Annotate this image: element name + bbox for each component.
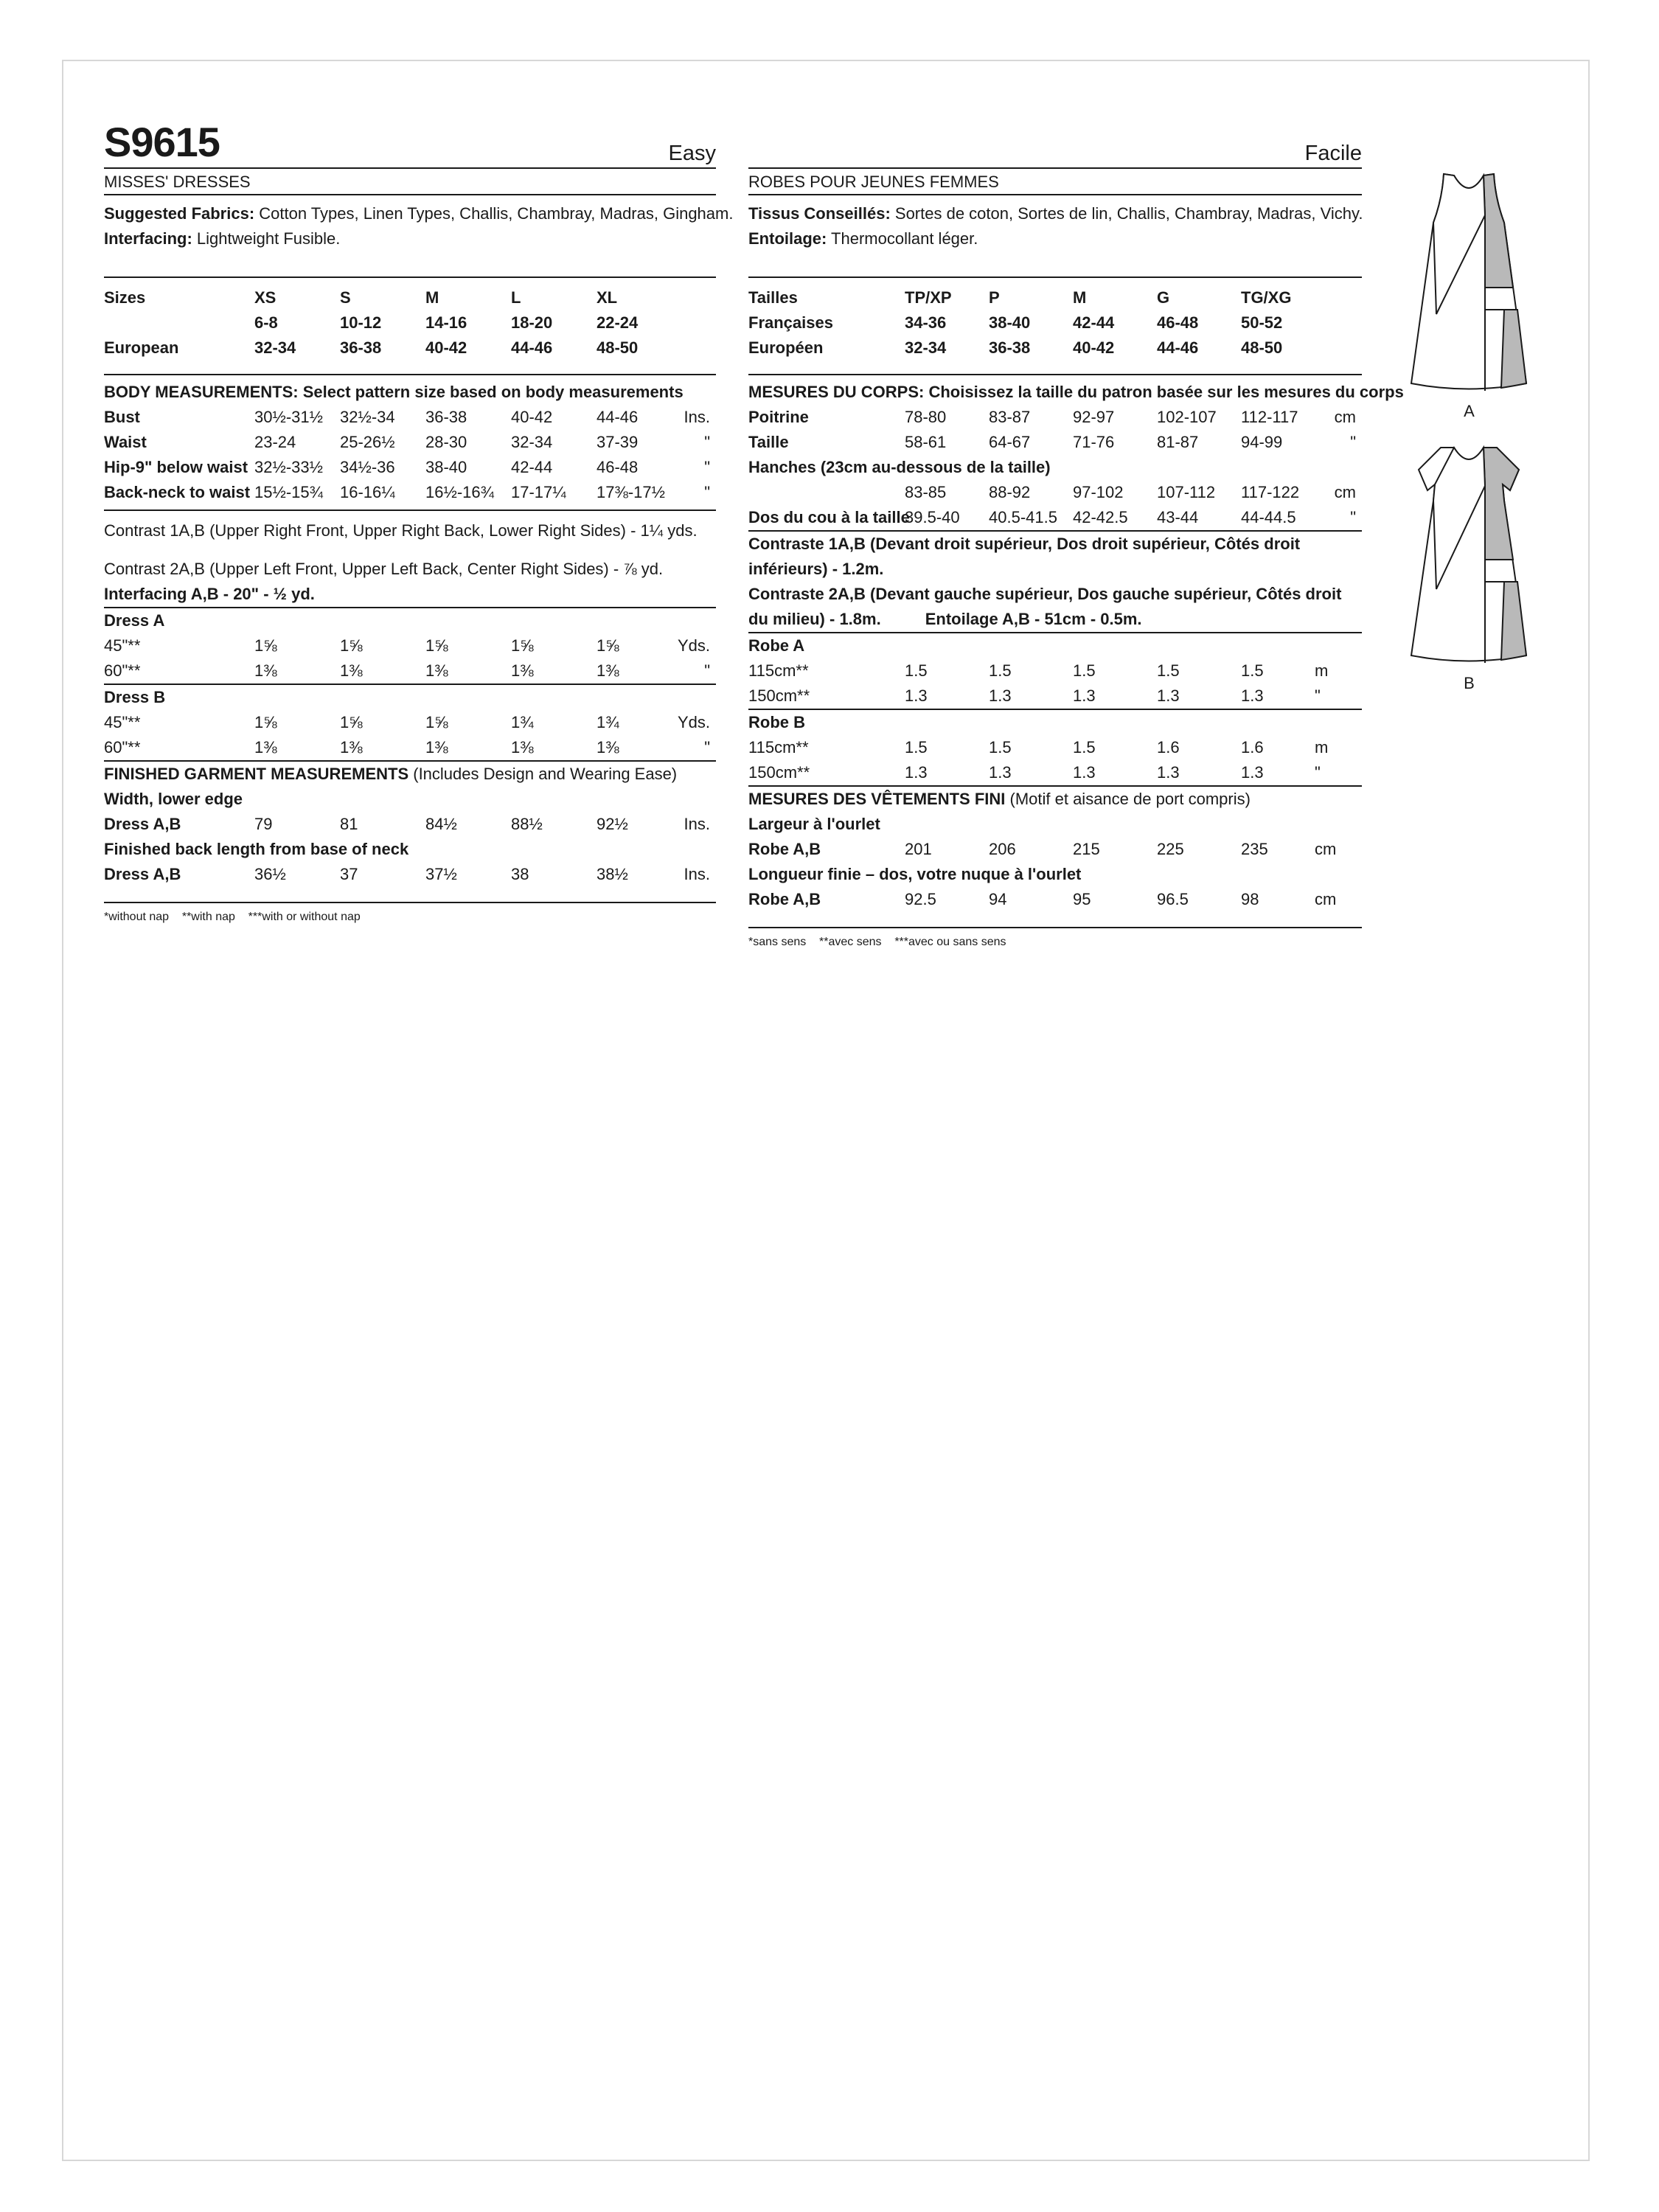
table-cell: 46-48 (1157, 313, 1199, 332)
table-row (748, 310, 1362, 335)
length-table-fr (748, 887, 1362, 912)
table-cell: 1.5 (1073, 661, 1096, 680)
table-cell: 16-16¼ (340, 483, 395, 501)
table-cell: 1.3 (905, 686, 928, 705)
table-cell: 1.3 (1073, 686, 1096, 705)
row-label: 115cm** (748, 738, 809, 757)
table-cell: 235 (1241, 840, 1268, 858)
table-cell: cm (1334, 483, 1356, 501)
pattern-title-fr: ROBES POUR JEUNES FEMMES (748, 170, 1362, 195)
row-label: 45"** (104, 636, 141, 655)
robe-a-title: Robe A (748, 636, 805, 655)
suggested-fabrics-fr (748, 201, 1362, 226)
table-cell: 64-67 (989, 433, 1031, 451)
table-cell: 107-112 (1157, 483, 1216, 501)
row-label: Françaises (748, 313, 833, 332)
row-label: Sizes (104, 288, 146, 307)
table-cell: Ins. (684, 408, 710, 426)
table-cell: 42-44 (1073, 313, 1115, 332)
table-cell: 1⅝ (425, 636, 448, 655)
table-cell: cm (1315, 840, 1337, 858)
row-label: 150cm** (748, 686, 810, 705)
table-cell: 1⅜ (597, 661, 619, 680)
row-label (104, 310, 254, 335)
body-measurements-label: BODY MEASUREMENTS: (104, 383, 299, 401)
table-cell: 88-92 (989, 483, 1031, 501)
nap-notes: *without nap **with nap ***with or without nap (104, 911, 361, 923)
table-cell: 225 (1157, 840, 1184, 858)
hips-label-fr: Hanches (23cm au-dessous de la taille) (748, 458, 1051, 476)
table-cell: 36½ (254, 865, 286, 883)
table-cell: 1¾ (597, 713, 619, 731)
table-cell: M (425, 288, 439, 307)
table-cell: 43-44 (1157, 508, 1199, 526)
table-cell: 83-87 (989, 408, 1031, 426)
robe-b-title: Robe B (748, 713, 805, 731)
table-cell: 37 (340, 865, 358, 883)
table-row (104, 285, 716, 310)
table-cell: 17-17¼ (511, 483, 566, 501)
contrast-2-fr (748, 582, 1362, 632)
table-cell: 1⅜ (340, 661, 363, 680)
table-cell: 94-99 (1241, 433, 1283, 451)
table-cell: 10-12 (340, 313, 382, 332)
body-measurements-table-fr (748, 405, 1362, 455)
table-cell: 37½ (425, 865, 457, 883)
body-measurements-label-fr: MESURES DU CORPS: (748, 383, 925, 401)
table-cell: 25-26½ (340, 433, 395, 451)
table-cell: 1.6 (1241, 738, 1264, 757)
table-cell: " (704, 738, 710, 757)
table-cell: 88½ (511, 815, 543, 833)
table-cell: 42-44 (511, 458, 553, 476)
table-cell: 1.3 (905, 763, 928, 782)
table-cell: m (1315, 738, 1329, 757)
contrast-1-fr (748, 532, 1362, 582)
finished-measurements-label: FINISHED GARMENT MEASUREMENTS (104, 765, 409, 783)
table-cell: 44-46 (511, 338, 553, 357)
table-cell: 1.5 (1073, 738, 1096, 757)
body-measurements-note-fr: Choisissez la taille du patron basée sur les mesures du corps (924, 383, 1404, 401)
pattern-title: MISSES' DRESSES (104, 170, 716, 195)
table-row (748, 405, 1362, 430)
table-cell: TP/XP (905, 288, 952, 307)
table-cell: 44-46 (597, 408, 639, 426)
table-cell: 1.5 (905, 661, 928, 680)
body-measurements-table (104, 405, 716, 505)
table-cell: 46-48 (597, 458, 639, 476)
contrast-1: Contrast 1A,B (Upper Right Front, Upper Right Back, Lower Right Sides) - 1¼ yds. (104, 521, 698, 540)
table-cell: 44-46 (1157, 338, 1199, 357)
row-label: Dress A,B (104, 865, 181, 883)
fabrics-label-fr: Tissus Conseillés: (748, 204, 891, 223)
row-label: 60"** (104, 738, 141, 757)
table-cell: 40-42 (511, 408, 553, 426)
table-cell: 71-76 (1073, 433, 1115, 451)
table-row (104, 735, 716, 760)
table-cell: 1⅜ (597, 738, 619, 757)
fabrics-value: Cotton Types, Linen Types, Challis, Chambray, Madras, Gingham. (254, 204, 734, 223)
fabrics-value-fr: Sortes de coton, Sortes de lin, Challis, Chambray, Madras, Vichy. (890, 204, 1363, 223)
table-cell: 58-61 (905, 433, 947, 451)
width-lower-edge-label: Width, lower edge (104, 790, 243, 808)
interfacing-value-fr: Thermocollant léger. (827, 229, 978, 248)
sizes-table (104, 285, 716, 361)
row-label: Robe A,B (748, 890, 821, 908)
table-cell: 28-30 (425, 433, 467, 451)
table-row (748, 480, 1362, 505)
contrast-1-fr-text: Contraste 1A,B (Devant droit supérieur, Dos droit supérieur, Côtés droit inférieurs) - 1.2m. (748, 535, 1301, 578)
nap-notes-fr: *sans sens **avec sens ***avec ou sans sens (748, 936, 1006, 948)
view-drawings (1408, 170, 1530, 693)
table-cell: 23-24 (254, 433, 296, 451)
table-cell: 1⅜ (254, 661, 277, 680)
suggested-fabrics (104, 201, 734, 226)
header-fr (748, 122, 1362, 169)
table-cell: S (340, 288, 351, 307)
table-cell: L (511, 288, 521, 307)
hips-table-fr (748, 480, 1362, 530)
table-cell: 40-42 (425, 338, 467, 357)
robe-a-yardage-table (748, 658, 1362, 709)
table-cell: 1¾ (511, 713, 534, 731)
view-a-label: A (1464, 402, 1475, 420)
table-cell: 98 (1241, 890, 1259, 908)
table-cell: 15½-15¾ (254, 483, 323, 501)
dress-a-drawing (1408, 170, 1530, 398)
table-row (748, 505, 1362, 530)
table-row (104, 812, 716, 837)
row-label (748, 480, 905, 505)
table-cell: 215 (1073, 840, 1100, 858)
dress-b-title: Dress B (104, 688, 166, 706)
table-cell: m (1315, 661, 1329, 680)
table-cell: 83-85 (905, 483, 947, 501)
table-cell: 96.5 (1157, 890, 1189, 908)
dress-b-yardage-table (104, 710, 716, 760)
row-label: Européen (748, 338, 824, 357)
table-cell: 36-38 (989, 338, 1031, 357)
back-length-table (104, 862, 716, 887)
table-cell: 1.3 (989, 763, 1012, 782)
row-label: 45"** (104, 713, 141, 731)
table-cell: Ins. (684, 865, 710, 883)
table-cell: 38-40 (425, 458, 467, 476)
table-cell: 206 (989, 840, 1016, 858)
table-cell: 38 (511, 865, 529, 883)
table-cell: 36-38 (425, 408, 467, 426)
finished-measurements-title-fr (748, 787, 1362, 812)
table-cell: 6-8 (254, 313, 278, 332)
table-cell: 1.5 (1157, 661, 1180, 680)
table-cell: 84½ (425, 815, 457, 833)
table-row (748, 760, 1362, 785)
fabrics-label: Suggested Fabrics: (104, 204, 255, 223)
english-column (104, 119, 734, 927)
table-cell: 48-50 (1241, 338, 1283, 357)
table-cell: 36-38 (340, 338, 382, 357)
body-measurements-title (104, 380, 716, 405)
difficulty-level: Easy (668, 142, 716, 165)
table-cell: TG/XG (1241, 288, 1292, 307)
interfacing-label: Interfacing: (104, 229, 192, 248)
interfacing (104, 226, 716, 251)
table-row (104, 405, 716, 430)
interfacing-label-fr: Entoilage: (748, 229, 827, 248)
table-cell: 1.3 (1241, 686, 1264, 705)
row-label: Poitrine (748, 408, 809, 426)
table-cell: 1.6 (1157, 738, 1180, 757)
table-cell: 39.5-40 (905, 508, 960, 526)
table-cell: 92½ (597, 815, 628, 833)
table-cell: 50-52 (1241, 313, 1283, 332)
table-cell: 32½-33½ (254, 458, 323, 476)
table-cell: Yds. (677, 636, 710, 655)
row-label: Bust (104, 408, 140, 426)
table-cell: 112-117 (1241, 408, 1298, 426)
table-cell: 1.5 (989, 661, 1012, 680)
table-cell: 1⅝ (511, 636, 534, 655)
table-cell: 81-87 (1157, 433, 1199, 451)
table-cell: " (1315, 763, 1321, 782)
table-cell: 201 (905, 840, 932, 858)
table-row (104, 430, 716, 455)
width-table-fr (748, 837, 1362, 862)
table-cell: 1.5 (989, 738, 1012, 757)
table-cell: XS (254, 288, 276, 307)
table-cell: 97-102 (1073, 483, 1124, 501)
table-cell: 1⅝ (340, 713, 363, 731)
table-cell: G (1157, 288, 1170, 307)
table-cell: cm (1315, 890, 1337, 908)
table-cell: 81 (340, 815, 358, 833)
table-row (748, 658, 1362, 684)
table-cell: 92.5 (905, 890, 936, 908)
length-label-fr: Longueur finie – dos, votre nuque à l'ourlet (748, 865, 1082, 883)
table-cell: 1⅜ (511, 661, 534, 680)
table-cell: Yds. (677, 713, 710, 731)
finished-measurements-label-fr: MESURES DES VÊTEMENTS FINI (748, 790, 1006, 808)
table-cell: 1.3 (989, 686, 1012, 705)
contrast-2-fr-text: Contraste 2A,B (Devant gauche supérieur, Dos gauche supérieur, Côtés droit du milieu) - 1.8m. (748, 585, 1342, 628)
table-cell: 22-24 (597, 313, 639, 332)
table-cell: 95 (1073, 890, 1091, 908)
table-cell: " (1350, 433, 1356, 451)
row-label: Dos du cou à la taille (748, 508, 910, 526)
table-cell: 34½-36 (340, 458, 395, 476)
table-cell: " (1350, 508, 1356, 526)
table-cell: 1⅜ (425, 738, 448, 757)
table-cell: 1⅜ (254, 738, 277, 757)
finished-measurements-title (104, 762, 716, 787)
row-label: Dress A,B (104, 815, 181, 833)
table-cell: 1⅜ (340, 738, 363, 757)
row-label: Hip-9" below waist (104, 458, 248, 476)
table-cell: " (704, 483, 710, 501)
table-cell: 18-20 (511, 313, 553, 332)
dress-a-title: Dress A (104, 611, 165, 630)
contrast-2: Contrast 2A,B (Upper Left Front, Upper Left Back, Center Right Sides) - ⅞ yd. (104, 560, 664, 578)
table-cell: " (704, 458, 710, 476)
table-cell: 38½ (597, 865, 628, 883)
row-label: 150cm** (748, 763, 810, 782)
table-cell: 42-42.5 (1073, 508, 1128, 526)
table-cell: cm (1334, 408, 1356, 426)
table-cell: Ins. (684, 815, 710, 833)
finished-measurements-note-fr: (Motif et aisance de port compris) (1005, 790, 1251, 808)
french-column (748, 122, 1404, 952)
table-row (104, 633, 716, 658)
table-cell: 38-40 (989, 313, 1031, 332)
header (104, 119, 716, 169)
table-cell: 1.3 (1157, 763, 1180, 782)
back-length-label: Finished back length from base of neck (104, 840, 409, 858)
table-cell: 1⅝ (254, 636, 277, 655)
table-row (104, 862, 716, 887)
interfacing-ab: Interfacing A,B - 20" - ½ yd. (104, 585, 315, 603)
table-cell: 30½-31½ (254, 408, 323, 426)
table-cell: 16½-16¾ (425, 483, 494, 501)
row-label: Back-neck to waist (104, 483, 251, 501)
table-row (748, 887, 1362, 912)
table-cell: " (704, 433, 710, 451)
table-cell: 32½-34 (340, 408, 395, 426)
table-cell: M (1073, 288, 1087, 307)
table-cell: 1.3 (1157, 686, 1180, 705)
finished-measurements-note: (Includes Design and Wearing Ease) (408, 765, 678, 783)
table-cell: 102-107 (1157, 408, 1217, 426)
table-cell: 44-44.5 (1241, 508, 1296, 526)
table-cell: 1⅝ (254, 713, 277, 731)
table-cell: 1⅜ (425, 661, 448, 680)
dress-a-yardage-table (104, 633, 716, 684)
table-cell: 1⅝ (597, 636, 619, 655)
table-cell: 1⅜ (511, 738, 534, 757)
table-cell: " (1315, 686, 1321, 705)
table-cell: 32-34 (254, 338, 296, 357)
table-cell: 48-50 (597, 338, 639, 357)
dress-b-drawing (1408, 442, 1530, 670)
table-cell: 1⅝ (425, 713, 448, 731)
table-row (104, 310, 716, 335)
body-measurements-note: Select pattern size based on body measurements (298, 383, 684, 401)
row-label: European (104, 338, 179, 357)
table-cell: 34-36 (905, 313, 947, 332)
body-measurements-title-fr (748, 380, 1404, 405)
table-cell: 1⅝ (340, 636, 363, 655)
table-cell: 117-122 (1241, 483, 1300, 501)
table-cell: 37-39 (597, 433, 639, 451)
interfacing-fr (748, 226, 1362, 251)
table-row (104, 710, 716, 735)
table-cell: 92-97 (1073, 408, 1115, 426)
table-cell: 17⅜-17½ (597, 483, 665, 501)
table-row (104, 658, 716, 684)
interfacing-value: Lightweight Fusible. (192, 229, 341, 248)
table-cell: 1.3 (1073, 763, 1096, 782)
table-row (748, 837, 1362, 862)
table-cell: 32-34 (905, 338, 947, 357)
view-b-label: B (1464, 674, 1475, 692)
pattern-code: S9615 (104, 119, 220, 165)
table-cell: 78-80 (905, 408, 947, 426)
width-label-fr: Largeur à l'ourlet (748, 815, 880, 833)
row-label: Robe A,B (748, 840, 821, 858)
table-cell: XL (597, 288, 618, 307)
row-label: Tailles (748, 288, 798, 307)
table-row (748, 335, 1362, 361)
table-cell: 1.3 (1241, 763, 1264, 782)
table-cell: 14-16 (425, 313, 467, 332)
interfacing-ab-fr: Entoilage A,B - 51cm - 0.5m. (925, 610, 1142, 628)
table-cell: 40.5-41.5 (989, 508, 1057, 526)
table-row (104, 480, 716, 505)
row-label: Taille (748, 433, 789, 451)
row-label: 115cm** (748, 661, 809, 680)
table-row (104, 335, 716, 361)
sizes-table-fr (748, 285, 1362, 361)
table-cell: 1.5 (1241, 661, 1264, 680)
table-cell: 79 (254, 815, 273, 833)
table-row (748, 735, 1362, 760)
table-row (748, 430, 1362, 455)
table-row (748, 684, 1362, 709)
robe-b-yardage-table (748, 735, 1362, 785)
difficulty-level-fr: Facile (1304, 142, 1362, 165)
table-row (748, 285, 1362, 310)
table-cell: 1.5 (905, 738, 928, 757)
table-cell: " (704, 661, 710, 680)
table-row (104, 455, 716, 480)
row-label: Waist (104, 433, 147, 451)
table-cell: 40-42 (1073, 338, 1115, 357)
row-label: 60"** (104, 661, 141, 680)
table-cell: 32-34 (511, 433, 553, 451)
table-cell: 94 (989, 890, 1007, 908)
table-cell: P (989, 288, 1000, 307)
width-table (104, 812, 716, 837)
